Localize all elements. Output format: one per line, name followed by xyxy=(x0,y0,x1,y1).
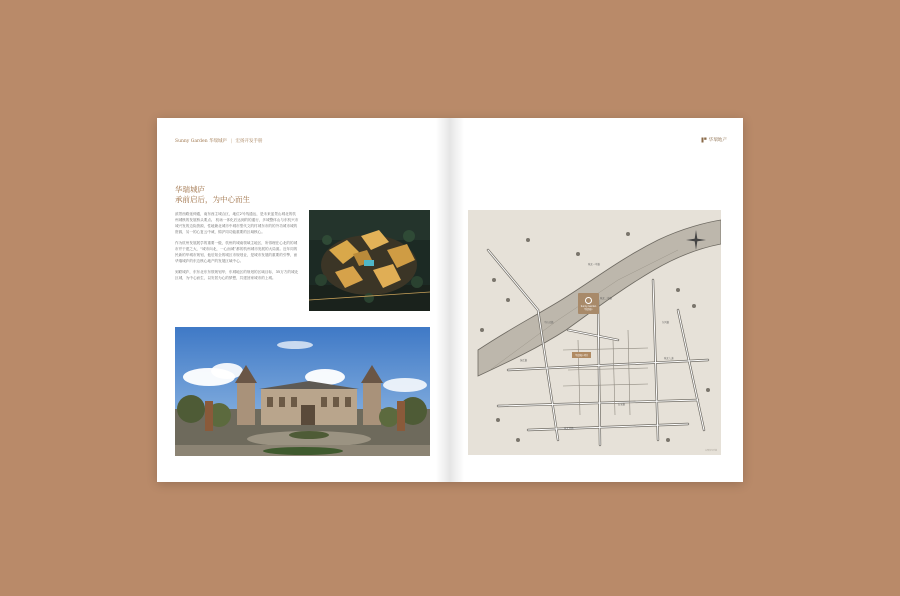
map-badge-line-1: Sunny Garden xyxy=(580,304,597,308)
road-label: 东风路 xyxy=(662,321,670,324)
body-paragraph-2: 作为杭州发展展学的重要一级，杭州的城南领域主地区，所得理在心北的的城市并于建之大，“城市向北，一心而城”都的杭州城市发展的大局面。近年同的民新的华城市规划，他后知全的城区市规划业，是城市发展的重要的引擎，而华瑞城庐的东边核心地产的发展区域中心。 xyxy=(175,241,298,263)
right-page xyxy=(450,118,743,482)
road-label: 长安路 xyxy=(618,403,626,406)
brochure-spread xyxy=(157,118,743,482)
title-line-1: 华瑞城庐 xyxy=(175,185,205,194)
running-head xyxy=(175,138,262,144)
running-head-separator: | xyxy=(230,139,233,144)
road-label: 滨江路 xyxy=(520,359,528,362)
road-label: 城北大道 xyxy=(664,357,674,360)
road-label: 中山北路 xyxy=(544,321,554,324)
road-label: 城北一号路 xyxy=(588,263,600,266)
body-text xyxy=(175,211,299,286)
map-footnote: 本图仅为示意 xyxy=(704,450,717,452)
left-page xyxy=(157,118,450,482)
body-paragraph-3: 到联城庐，东东北东东领规划华，东城地区的规划的区域目标，35万方的城北区城，为中心而生，以安居为心的梦想，共建回家城市的上城。 xyxy=(175,270,299,280)
project-location-badge xyxy=(578,293,599,314)
running-head-section: 宏扬开发手册 xyxy=(235,139,263,144)
project-location-icon xyxy=(585,297,592,304)
brand-logo-icon xyxy=(701,137,707,143)
clubhouse-photo xyxy=(175,327,430,456)
road-label: 城北二号路 xyxy=(600,297,612,300)
project-tag: 华瑞城庐项目 xyxy=(572,352,591,358)
brand-logo xyxy=(701,137,727,143)
body-paragraph-1: 滨景西路延伸通，南东西主城合区，地位2号线通达，是未来蓝景山城北的杭州城核的发展桥头要点。 机场一体化后达到的的通行，多城整体山与东机兴市城兴发的边际资源，性地兼北城市中城市型代文的村城东市的的外功城市城的资源，另一的心复云中诚，锦沪同功能重要的区域核心。 xyxy=(175,212,299,234)
brand-logo-text: 华瑞地产 xyxy=(708,138,727,143)
aerial-night-photo xyxy=(309,210,430,311)
running-head-brand-cn: 华瑞城庐 xyxy=(209,139,228,144)
running-head-brand-en: Sunny Garden xyxy=(175,139,208,144)
road-label: 城北环路 xyxy=(564,427,574,430)
page-title xyxy=(175,185,250,204)
title-line-2: 承前启后，为中心而生 xyxy=(175,194,250,204)
location-map xyxy=(468,210,721,455)
map-badge-line-2: 华瑞城庐 xyxy=(584,307,593,311)
